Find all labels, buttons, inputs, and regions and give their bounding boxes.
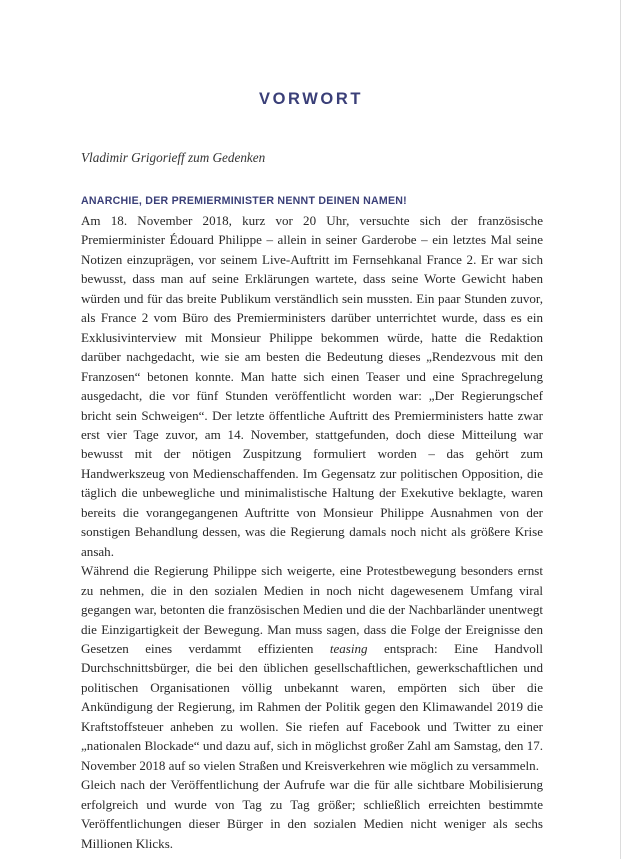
- paragraph-1: Am 18. November 2018, kurz vor 20 Uhr, versuchte sich der französische Premierminister Édouard Philippe – allein in seiner Garderobe – ein letztes Mal seine Notizen einzuprägen, vor seinem Live-Auftritt im Fernsehkanal France 2. Er war sich bewusst, dass man auf seine Erklärungen wartete, dass seine Worte Gewicht haben würden und für das breite Publikum verständlich sein mussten. Ein paar Stunden zuvor, als France 2 vom Büro des Premierministers darüber unterrichtet wurde, dass es ein Exklusivinterview mit Monsieur Philippe bekommen würde, hatte die Redaktion darüber nachgedacht, wie sie am besten die Bedeutung dieses „Rendezvous mit den Franzosen“ betonen konnte. Man hatte sich einen Teaser und eine Sprachregelung ausgedacht, die vor fünf Stunden veröffentlicht worden war: „Der Regierungschef bricht sein Schweigen“. Der letzte öffentliche Auftritt des Premierministers hatte zwar erst vier Tage zuvor, am 14. November, stattgefunden, doch diese Mitteilung war bewusst mit der nötigen Zuspitzung formuliert worden – das gehört zum Handwerkszeug von Medienschaffenden. Im Gegensatz zur politischen Opposition, die täglich die unbewegliche und minimalistische Haltung der Exekutive beklagte, waren bereits die vorangegangenen Auftritte von Monsieur Philippe Ausnahmen von der sonstigen Behandlung dessen, was die Regierung damals noch nicht als größere Krise ansah.: [81, 213, 543, 559]
- emphasis-teasing: teasing: [329, 640, 368, 656]
- section-heading: ANARCHIE, DER PREMIERMINISTER NENNT DEINEN NAMEN!: [81, 195, 407, 207]
- paragraph-2-text-after: entsprach: Eine Handvoll Durchschnittsbürger, die bei den üblichen gesellschaftlichen, gewerkschaftlichen und politischen Organisationen völlig unbekannt waren, empörten sich über die Ankündigung der Regierung, im Rahmen der Politik gegen den Klimawandel 2019 die Kraftstoffsteuer anheben zu wollen. Sie riefen auf Facebook und Twitter zu einer „nationalen Blockade“ und dazu auf, sich in möglichst großer Zahl am Samstag, den 17. November 2018 auf so vielen Straßen und Kreisverkehren wie möglich zu versammeln.: [81, 640, 543, 773]
- paragraph-2: [81, 561, 543, 775]
- page-title: VORWORT: [258, 90, 364, 108]
- body-text: [81, 211, 543, 853]
- paragraph-2-text-before: Während die Regierung Philippe sich weigerte, eine Protestbewegung besonders ernst zu nehmen, die in den sozialen Medien in noch nicht dagewesenem Umfang viral gegangen war, betonten die französischen Medien und die der Nachbarländer unentwegt die Einzigartigkeit der Bewegung. Man muss sagen, dass die Folge der Ereignisse den Gesetzen eines verdammt effizienten: [81, 563, 543, 656]
- dedication: Vladimir Grigorieff zum Gedenken: [81, 150, 266, 165]
- paragraph-3: Gleich nach der Veröffentlichung der Aufrufe war die für alle sichtbare Mobilisierung erfolgreich und wurde von Tag zu Tag größer; schließlich erreichten bestimmte Veröffentlichungen dieser Bürger in den sozialen Medien nicht weniger als sechs Millionen Klicks.: [81, 777, 543, 851]
